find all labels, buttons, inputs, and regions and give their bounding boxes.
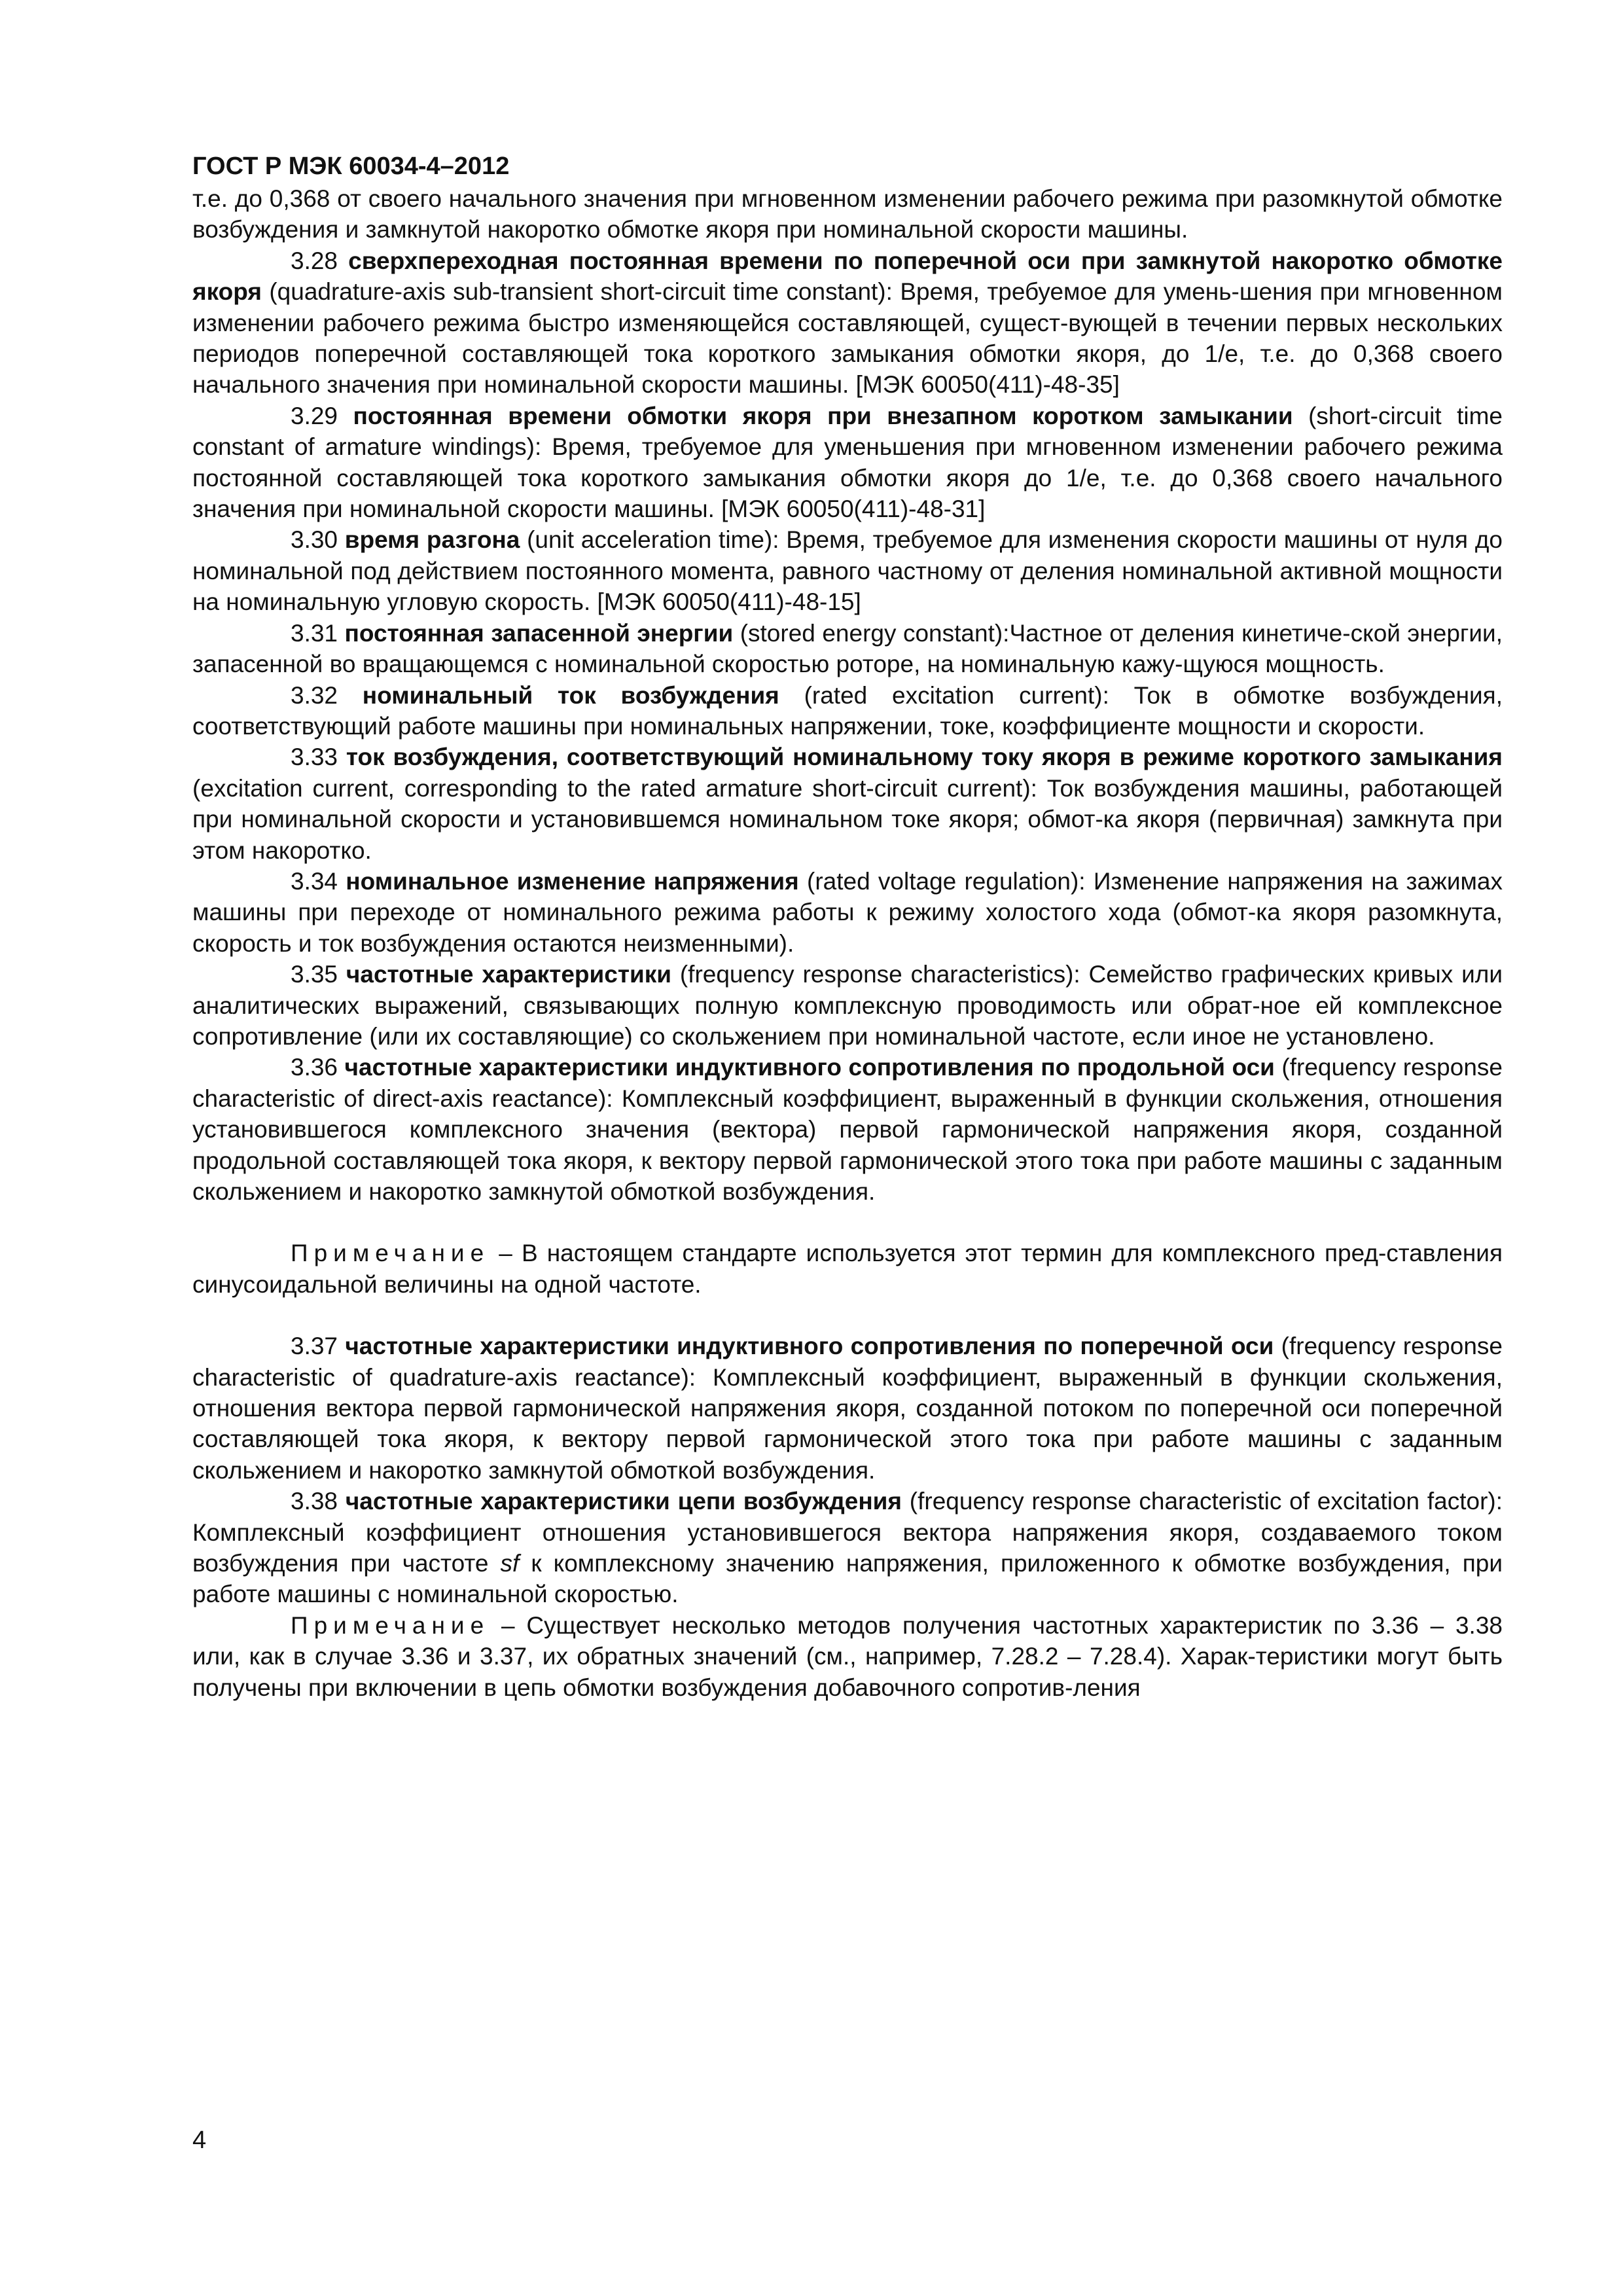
definition: (rated excitation current): Ток в обмотке возбуждения, соответствующий работе машины при номинальных напряжении, токе, коэффициенте мощности и скорости.: [192, 681, 1503, 740]
paragraph-3-34: [192, 866, 1503, 959]
clause-number: 3.29: [291, 402, 353, 429]
clause-number: 3.36: [291, 1054, 345, 1081]
definition: (excitation current, corresponding to the rated armature short-circuit current): Ток возбуждения машины, работающей при номинальной скорости и установившемся номинальном токе якоря; обмот-ка якоря (первичная) замкнута при этом накоротко.: [192, 774, 1503, 864]
definition: (frequency response characteristics): Семейство графических кривых или аналитических выражений, связывающих полную комплексную проводимость или обрат-ное ей комплексное сопротивление (или их составляющие) со скольжением при номинальной частоте, если иное не установлено.: [192, 961, 1503, 1050]
document-header: ГОСТ Р МЭК 60034-4–2012: [192, 152, 510, 180]
term: время разгона: [344, 526, 520, 554]
clause-number: 3.35: [291, 961, 346, 988]
note-2: [192, 1610, 1503, 1703]
paragraph-3-32: [192, 680, 1503, 742]
variable-sf: sf: [500, 1550, 520, 1577]
term: частотные характеристики индуктивного сопротивления по поперечной оси: [345, 1333, 1274, 1360]
definition: (frequency response characteristic of direct-axis reactance): Комплексный коэффициент, выраженный в функции скольжения, отношения установившегося комплексного значения (вектора) первой гармонической напряжения якоря, созданной продольной составляющей тока якоря, к вектору первой гармонической этого тока при работе машины с заданным скольжением и накоротко замкнутой обмоткой возбуждения.: [192, 1054, 1503, 1205]
paragraph-3-36: [192, 1052, 1503, 1207]
term: частотные характеристики индуктивного сопротивления по продольной оси: [344, 1054, 1275, 1081]
clause-number: 3.30: [291, 526, 345, 554]
page-number: 4: [192, 2126, 207, 2154]
note-label: Примечание: [291, 1240, 490, 1267]
note-text: – Существует несколько методов получения частотных характеристик по 3.36 – 3.38 или, как в случае 3.36 и 3.37, их обратных значений (см., например, 7.28.2 – 7.28.4). Харак-теристики могут быть получены при включении в цепь обмотки возбуждения добавочного сопротив-ления: [192, 1611, 1503, 1701]
paragraph-3-38: [192, 1486, 1503, 1610]
term: номинальное изменение напряжения: [346, 867, 799, 895]
paragraph-3-37: [192, 1331, 1503, 1486]
definition: (short-circuit time constant of armature windings): Время, требуемое для уменьшения при мгновенном изменении рабочего режима постоянной составляющей тока короткого замыкания обмотки якоря до 1/e, т.е. до 0,368 своего начального значения при номинальной скорости машины. [МЭК 60050(411)-48-31]: [192, 402, 1503, 523]
definition-part-b: к комплексному значению напряжения, приложенного к обмотке возбуждения, при работе машины с номинальной скоростью.: [192, 1550, 1503, 1608]
definition: (quadrature-axis sub-transient short-circuit time constant): Время, требуемое для умень-шения при мгновенном изменении рабочего режима быстро изменяющейся составляющей, сущест-вующей в течении первых нескольких периодов поперечной составляющей тока короткого замыкания обмотки якоря, до 1/e, т.е. до 0,368 своего начального значения при номинальной скорости машины. [МЭК 60050(411)-48-35]: [192, 278, 1503, 399]
paragraph-continuation: т.е. до 0,368 от своего начального значения при мгновенном изменении рабочего режима при разомкнутой обмотке возбуждения и замкнутой накоротко обмотке якоря при номинальной скорости машины.: [192, 185, 1503, 243]
paragraph-3-33: [192, 742, 1503, 866]
term: ток возбуждения, соответствующий номинальному току якоря в режиме короткого замыкания: [346, 744, 1503, 771]
clause-number: 3.32: [291, 681, 363, 709]
term: частотные характеристики: [346, 961, 671, 988]
term: сверхпереходная постоянная времени по поперечной оси при замкнутой накоротко обмотке якоря: [192, 247, 1503, 306]
term: частотные характеристики цепи возбуждения: [345, 1488, 902, 1515]
paragraph-3-29: [192, 401, 1503, 525]
definition-part-a: (frequency response characteristic of excitation factor): Комплексный коэффициент отношения установившегося вектора напряжения якоря, создаваемого током возбуждения при частоте: [192, 1488, 1503, 1577]
clause-number: 3.37: [291, 1333, 346, 1360]
clause-number: 3.38: [291, 1488, 346, 1515]
spacer: [192, 1300, 1503, 1331]
spacer: [192, 1207, 1503, 1238]
term: номинальный ток возбуждения: [362, 681, 779, 709]
note-label: Примечание: [291, 1611, 490, 1639]
paragraph-3-31: [192, 618, 1503, 680]
clause-number: 3.28: [291, 247, 349, 274]
document-page: [192, 151, 1503, 1703]
term: постоянная запасенной энергии: [344, 619, 734, 647]
definition: (rated voltage regulation): Изменение напряжения на зажимах машины при переходе от номинального режима работы к режиму холостого хода (обмот-ка якоря разомкнута, скорость и ток возбуждения остаются неизменными).: [192, 867, 1503, 957]
paragraph-3-35: [192, 959, 1503, 1052]
note-1: [192, 1238, 1503, 1300]
definition: (unit acceleration time): Время, требуемое для изменения скорости машины от нуля до номинальной под действием постоянного момента, равного частному от деления номинальной активной мощности на номинальную угловую скорость. [МЭК 60050(411)-48-15]: [192, 526, 1503, 616]
paragraph-3-30: [192, 524, 1503, 617]
term: постоянная времени обмотки якоря при внезапном коротком замыкании: [353, 402, 1293, 429]
note-text: – В настоящем стандарте используется этот термин для комплексного пред-ставления синусоидальной величины на одной частоте.: [192, 1240, 1503, 1298]
paragraph-3-28: [192, 245, 1503, 401]
definition: (stored energy constant):Частное от деления кинетиче-ской энергии, запасенной во вращающемся с номинальной скоростью роторе, на номинальную кажу-щуюся мощность.: [192, 619, 1503, 678]
clause-number: 3.33: [291, 744, 346, 771]
clause-number: 3.31: [291, 619, 345, 647]
clause-number: 3.34: [291, 867, 346, 895]
definition: (frequency response characteristic of quadrature-axis reactance): Комплексный коэффициент, выраженный в функции скольжения, отношения вектора первой гармонической напряжения якоря, созданной потоком по поперечной оси поперечной составляющей тока якоря, к вектору первой гармонической этого тока при работе машины с заданным скольжением и накоротко замкнутой обмоткой возбуждения.: [192, 1333, 1503, 1484]
